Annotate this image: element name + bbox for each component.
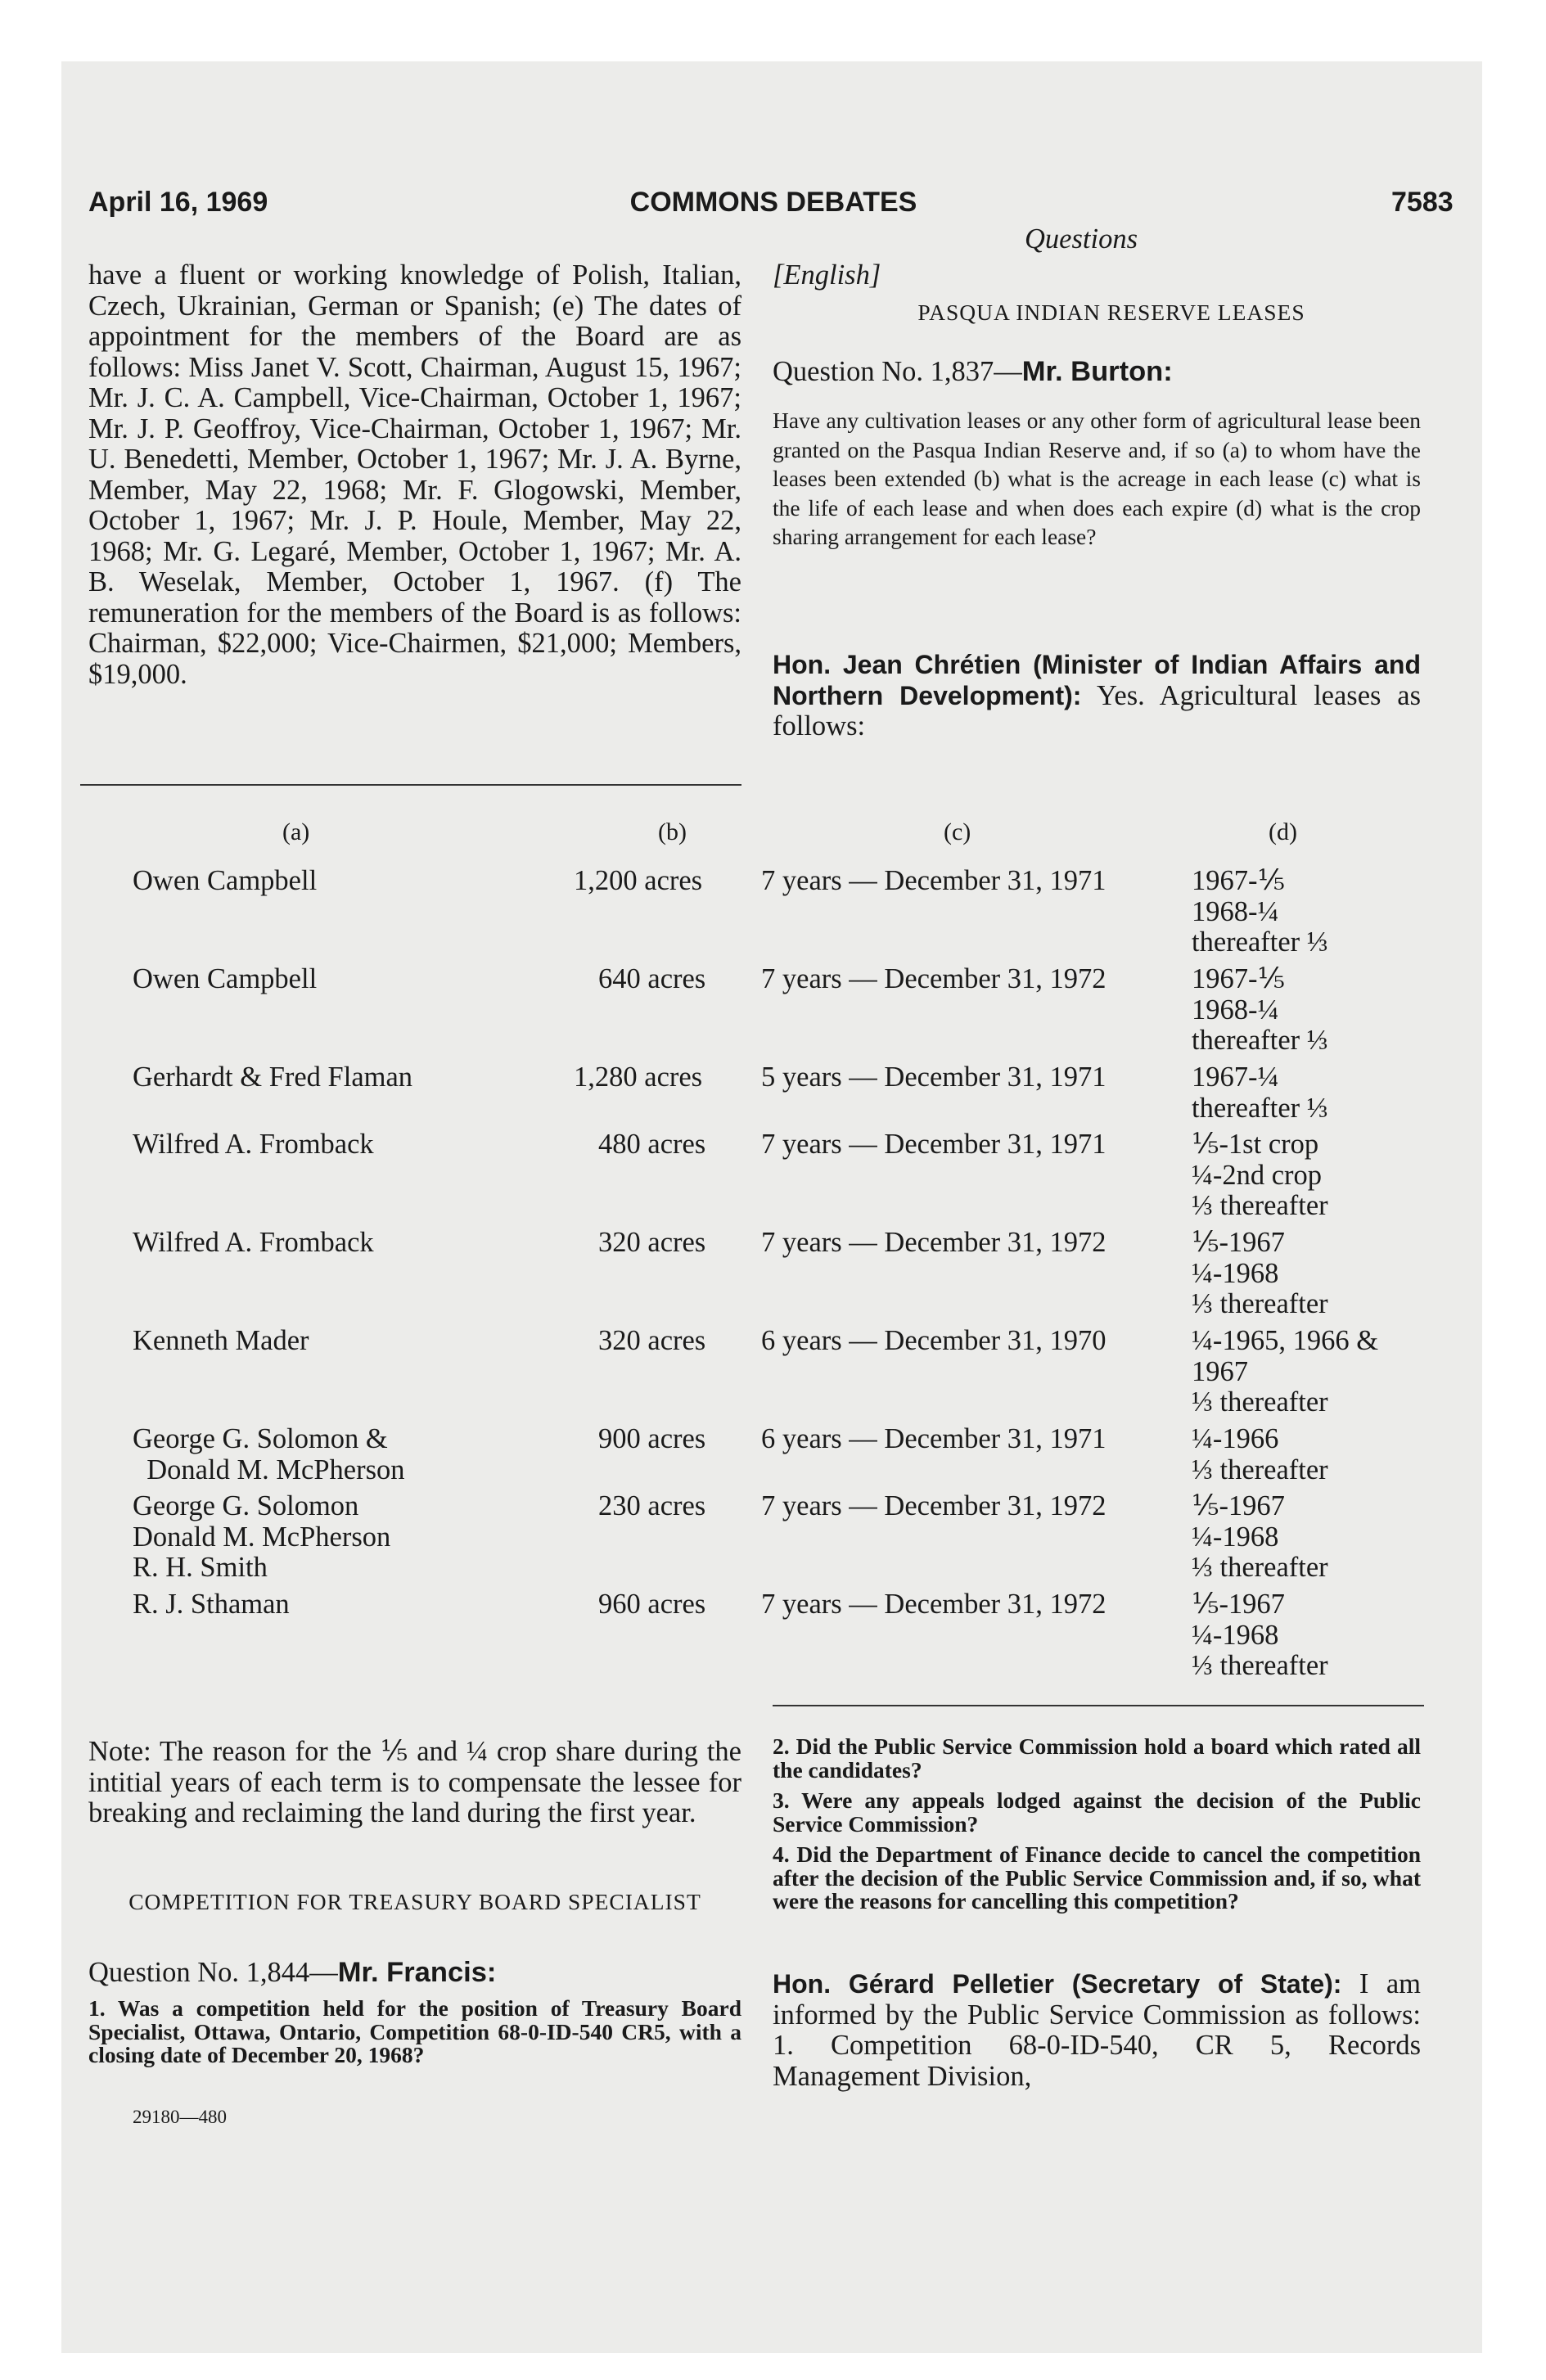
acreage: 960 acres xyxy=(598,1589,706,1620)
crop-share: ¼-1966 ⅓ thereafter xyxy=(1192,1423,1328,1485)
section-label: Questions xyxy=(1025,223,1138,255)
crop-share: 1967-⅕ 1968-¼ thereafter ⅓ xyxy=(1192,963,1328,1056)
answer-text: I am informed by the Public Service Commission as follows: 1. Competition 68-0-ID-540, CR 5, Records Management Division, xyxy=(773,1968,1421,2092)
table-bottom-rule xyxy=(773,1705,1424,1706)
english-tag: [English] xyxy=(773,259,881,291)
header-date: April 16, 1969 xyxy=(88,187,268,218)
printer-code: 29180—480 xyxy=(133,2107,227,2127)
lessee-name: Owen Campbell xyxy=(133,865,318,896)
question-prefix: Question No. 1,844— xyxy=(88,1957,338,1988)
crop-share: ⅕-1967 ¼-1968 ⅓ thereafter xyxy=(1192,1589,1328,1681)
lessee-name: Gerhardt & Fred Flaman xyxy=(133,1062,413,1093)
lessee-name: George G. Solomon Donald M. McPherson R. H. Smith xyxy=(133,1490,391,1583)
lease-term: 7 years — December 31, 1972 xyxy=(761,1589,1107,1620)
left-intro-paragraph: have a fluent or working knowledge of Polish, Italian, Czech, Ukrainian, German or Spanish; (e) The dates of appointment for the members of the Board are as follows: Miss Janet V. Scott, Chairman, August 15, 1967; Mr. J. C. A. Campbell, Vice-Chairman, October 1, 1967; Mr. J. P. Geoffroy, Vice-Chairman, October 1, 1967; Mr. U. Benedetti, Member, October 1, 1967; Mr. J. A. Byrne, Member, May 22, 1968; Mr. F. Glogowski, Member, October 1, 1967; Mr. J. P. Houle, Member, May 22, 1968; Mr. G. Legaré, Member, October 1, 1967; Mr. A. B. Weselak, Member, October 1, 1967. (f) The remuneration for the members of the Board is as follows: Chairman, $22,000; Vice-Chairmen, $21,000; Members, $19,000. xyxy=(88,259,741,690)
question-prefix: Question No. 1,837— xyxy=(773,356,1022,387)
question-1837 xyxy=(773,357,1450,388)
acreage: 1,200 acres xyxy=(574,865,703,896)
crop-share: 1967-¼ thereafter ⅓ xyxy=(1192,1062,1328,1124)
competition-heading: COMPETITION FOR TREASURY BOARD SPECIALIST xyxy=(128,1889,701,1914)
acreage: 320 acres xyxy=(598,1227,706,1258)
competition-q3: 3. Were any appeals lodged against the decision of the Public Service Commission? xyxy=(773,1787,1421,1837)
competition-q1: 1. Was a competition held for the position of Treasury Board Specialist, Ottawa, Ontario, Competition 68-0-ID-540 CR5, with a closing date of December 20, 1968? xyxy=(88,1995,741,2067)
lease-term: 5 years — December 31, 1971 xyxy=(761,1062,1107,1093)
acreage: 1,280 acres xyxy=(574,1062,703,1093)
acreage: 900 acres xyxy=(598,1423,706,1454)
lessee-name: Wilfred A. Fromback xyxy=(133,1129,374,1160)
question-1837-text: Have any cultivation leases or any other form of agricultural lease been granted on the Pasqua Indian Reserve and, if so (a) to whom have the leases been extended (b) what is the acreage in each lease (c) what is the life of each lease and when does each expire (d) what is the crop sharing arrangement for each lease? xyxy=(773,408,1421,549)
pasqua-heading: PASQUA INDIAN RESERVE LEASES xyxy=(917,300,1305,325)
lease-term: 7 years — December 31, 1972 xyxy=(761,1490,1107,1521)
table-header-c: (c) xyxy=(944,818,971,845)
pelletier-answer xyxy=(773,1969,1421,2092)
crop-share: ¼-1965, 1966 & 1967 ⅓ thereafter xyxy=(1192,1325,1379,1418)
competition-q2: 2. Did the Public Service Commission hold a board which rated all the candidates? xyxy=(773,1733,1421,1783)
lessee-name: Kenneth Mader xyxy=(133,1325,309,1356)
lessee-name: Wilfred A. Fromback xyxy=(133,1227,374,1258)
chretien-answer xyxy=(773,650,1421,742)
lease-term: 7 years — December 31, 1972 xyxy=(761,1227,1107,1258)
acreage: 480 acres xyxy=(598,1129,706,1160)
question-1844 xyxy=(88,1958,741,1989)
table-header-d: (d) xyxy=(1269,818,1297,845)
lease-term: 7 years — December 31, 1971 xyxy=(761,865,1107,896)
competition-q4: 4. Did the Department of Finance decide to cancel the competition after the decision of the Public Service Commission and, if so, what were the reasons for cancelling this competition? xyxy=(773,1841,1421,1913)
answer-text: Yes. Agricultural leases as follows: xyxy=(773,679,1422,741)
question-member: Mr. Burton: xyxy=(1021,356,1173,387)
crop-share: ⅕-1st crop ¼-2nd crop ⅓ thereafter xyxy=(1192,1129,1328,1221)
table-top-rule xyxy=(80,784,741,786)
header-title: COMMONS DEBATES xyxy=(629,187,917,218)
table-header-a: (a) xyxy=(282,818,310,845)
acreage: 230 acres xyxy=(598,1490,706,1521)
lessee-name: Owen Campbell xyxy=(133,963,318,994)
crop-share: 1967-⅕ 1968-¼ thereafter ⅓ xyxy=(1192,865,1328,958)
table-header-b: (b) xyxy=(658,818,687,845)
lease-term: 7 years — December 31, 1972 xyxy=(761,963,1107,994)
header-page-number: 7583 xyxy=(1391,187,1454,218)
lease-term: 6 years — December 31, 1970 xyxy=(761,1325,1107,1356)
lessee-name: R. J. Sthaman xyxy=(133,1589,290,1620)
answer-speaker: Hon. Gérard Pelletier (Secretary of State): xyxy=(773,1969,1342,1999)
acreage: 640 acres xyxy=(598,963,706,994)
crop-share: ⅕-1967 ¼-1968 ⅓ thereafter xyxy=(1192,1490,1328,1583)
crop-share: ⅕-1967 ¼-1968 ⅓ thereafter xyxy=(1192,1227,1328,1319)
lease-term: 6 years — December 31, 1971 xyxy=(761,1423,1107,1454)
answer-speaker: Hon. Jean Chrétien (Minister of Indian Affairs and Northern Development): xyxy=(773,650,1421,710)
crop-share-note: Note: The reason for the ⅕ and ¼ crop share during the intitial years of each term is to compensate the lessee for breaking and reclaiming the land during the first year. xyxy=(88,1736,741,1828)
acreage: 320 acres xyxy=(598,1325,706,1356)
lease-term: 7 years — December 31, 1971 xyxy=(761,1129,1107,1160)
lessee-name: George G. Solomon & Donald M. McPherson xyxy=(133,1423,405,1485)
question-member: Mr. Francis: xyxy=(337,1957,497,1988)
